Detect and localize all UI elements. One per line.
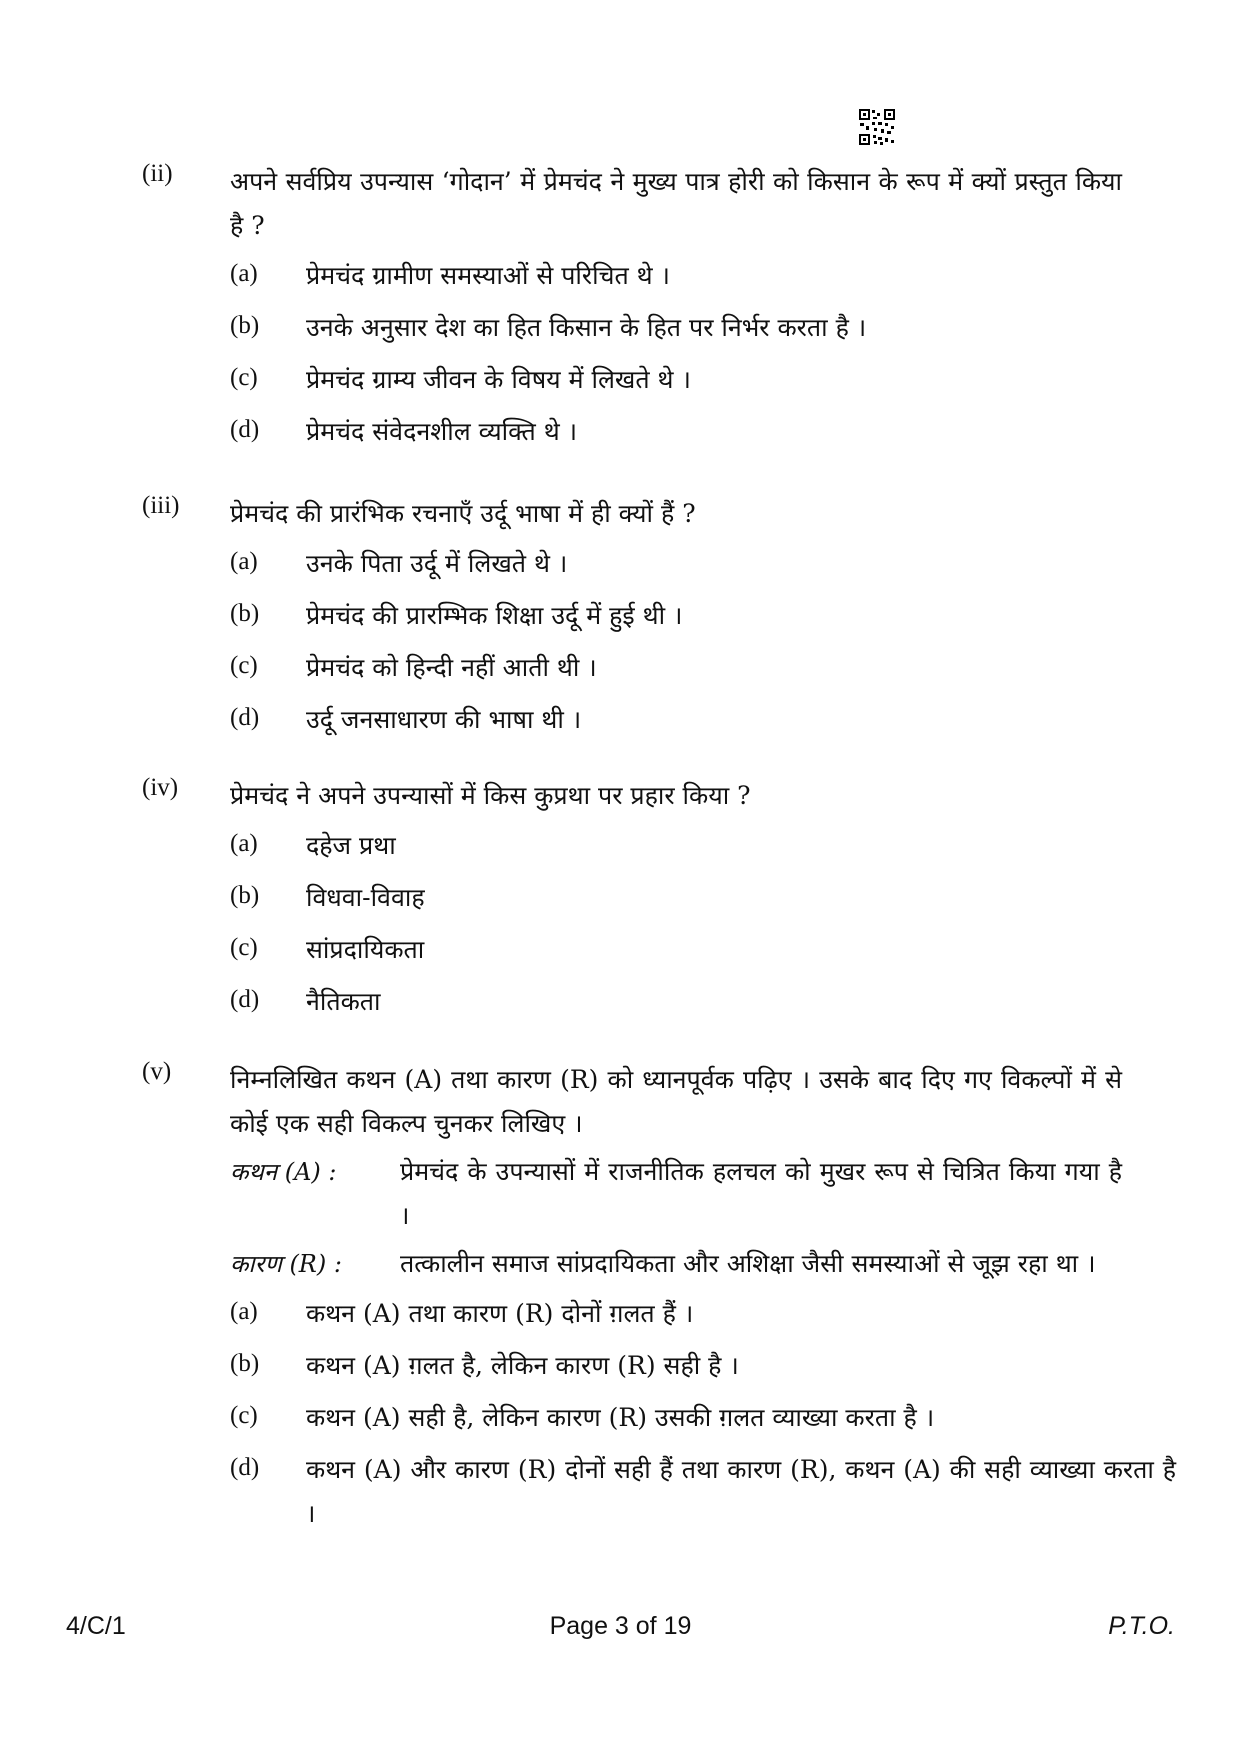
option-label: (c) bbox=[230, 934, 258, 961]
question-number: (iv) bbox=[142, 774, 179, 801]
question-text: प्रेमचंद ने अपने उपन्यासों में किस कुप्रथा पर प्रहार किया ? bbox=[230, 781, 751, 810]
question-v bbox=[142, 1058, 1176, 1544]
option-c[interactable] bbox=[230, 1396, 1122, 1448]
question-iv bbox=[142, 774, 1122, 1032]
option-text: प्रेमचंद संवेदनशील व्यक्ति थे । bbox=[306, 417, 578, 446]
option-d[interactable] bbox=[230, 1448, 1176, 1544]
option-label: (a) bbox=[230, 548, 258, 575]
option-label: (b) bbox=[230, 1350, 260, 1377]
option-text: उर्दू जनसाधारण की भाषा थी । bbox=[306, 705, 582, 734]
option-label: (c) bbox=[230, 652, 258, 679]
pto-label: P.T.O. bbox=[1108, 1612, 1175, 1640]
option-c[interactable] bbox=[230, 358, 1122, 410]
option-text: प्रेमचंद ग्रामीण समस्याओं से परिचित थे । bbox=[306, 261, 671, 290]
option-text: प्रेमचंद ग्राम्य जीवन के विषय में लिखते थे । bbox=[306, 365, 691, 394]
reason-text: तत्कालीन समाज सांप्रदायिकता और अशिक्षा जैसी समस्याओं से जूझ रहा था । bbox=[400, 1249, 1096, 1278]
option-d[interactable] bbox=[230, 980, 1122, 1032]
question-ii bbox=[142, 160, 1122, 462]
option-a[interactable] bbox=[230, 824, 1122, 876]
qr-code bbox=[858, 108, 896, 146]
option-label: (a) bbox=[230, 260, 258, 287]
option-label: (d) bbox=[230, 986, 260, 1013]
question-text: प्रेमचंद की प्रारंभिक रचनाएँ उर्दू भाषा में ही क्यों हैं ? bbox=[230, 499, 696, 528]
option-c[interactable] bbox=[230, 928, 1122, 980]
option-label: (a) bbox=[230, 1298, 258, 1325]
question-text: निम्नलिखित कथन (A) तथा कारण (R) को ध्यानपूर्वक पढ़िए । उसके बाद दिए गए विकल्पों में से कोई एक सही विकल्प चुनकर लिखिए । bbox=[230, 1065, 1122, 1138]
assertion-text: प्रेमचंद के उपन्यासों में राजनीतिक हलचल को मुखर रूप से चित्रित किया गया है । bbox=[400, 1157, 1122, 1230]
option-a[interactable] bbox=[230, 1292, 1122, 1344]
option-label: (c) bbox=[230, 1402, 258, 1429]
question-text: अपने सर्वप्रिय उपन्यास ‘गोदान’ में प्रेमचंद ने मुख्य पात्र होरी को किसान के रूप में क्यों प्रस्तुत किया है ? bbox=[230, 167, 1122, 240]
option-b[interactable] bbox=[230, 594, 1122, 646]
option-d[interactable] bbox=[230, 410, 1122, 462]
option-a[interactable] bbox=[230, 542, 1122, 594]
option-d[interactable] bbox=[230, 698, 1122, 750]
option-text: उनके अनुसार देश का हित किसान के हित पर निर्भर करता है । bbox=[306, 313, 867, 342]
option-text: उनके पिता उर्दू में लिखते थे । bbox=[306, 549, 568, 578]
option-b[interactable] bbox=[230, 1344, 1122, 1396]
option-text: कथन (A) सही है, लेकिन कारण (R) उसकी ग़लत व्याख्या करता है । bbox=[306, 1403, 935, 1432]
option-label: (d) bbox=[230, 416, 260, 443]
option-label: (b) bbox=[230, 312, 260, 339]
option-label: (b) bbox=[230, 600, 260, 627]
option-text: सांप्रदायिकता bbox=[306, 935, 425, 964]
option-text: कथन (A) और कारण (R) दोनों सही हैं तथा कारण (R), कथन (A) की सही व्याख्या करता है । bbox=[306, 1455, 1176, 1528]
assertion-label: कथन (A) : bbox=[230, 1158, 337, 1186]
option-b[interactable] bbox=[230, 306, 1122, 358]
option-a[interactable] bbox=[230, 254, 1122, 306]
option-text: प्रेमचंद की प्रारम्भिक शिक्षा उर्दू में हुई थी । bbox=[306, 601, 683, 630]
option-text: दहेज प्रथा bbox=[306, 831, 396, 860]
option-label: (b) bbox=[230, 882, 260, 909]
question-number: (iii) bbox=[142, 492, 180, 519]
option-text: कथन (A) तथा कारण (R) दोनों ग़लत हैं । bbox=[306, 1299, 694, 1328]
option-label: (d) bbox=[230, 704, 260, 731]
option-text: नैतिकता bbox=[306, 987, 381, 1016]
question-iii bbox=[142, 492, 1122, 750]
option-label: (c) bbox=[230, 364, 258, 391]
option-text: विधवा-विवाह bbox=[306, 883, 425, 912]
question-number: (ii) bbox=[142, 160, 173, 187]
option-label: (a) bbox=[230, 830, 258, 857]
reason-label: कारण (R) : bbox=[230, 1250, 342, 1278]
page-number: Page 3 of 19 bbox=[549, 1612, 692, 1640]
reason bbox=[230, 1242, 1122, 1286]
option-b[interactable] bbox=[230, 876, 1122, 928]
option-text: कथन (A) ग़लत है, लेकिन कारण (R) सही है । bbox=[306, 1351, 739, 1380]
question-number: (v) bbox=[142, 1058, 172, 1085]
paper-code: 4/C/1 bbox=[66, 1612, 126, 1640]
assertion bbox=[230, 1150, 1122, 1238]
option-text: प्रेमचंद को हिन्दी नहीं आती थी । bbox=[306, 653, 597, 682]
option-label: (d) bbox=[230, 1454, 260, 1481]
option-c[interactable] bbox=[230, 646, 1122, 698]
